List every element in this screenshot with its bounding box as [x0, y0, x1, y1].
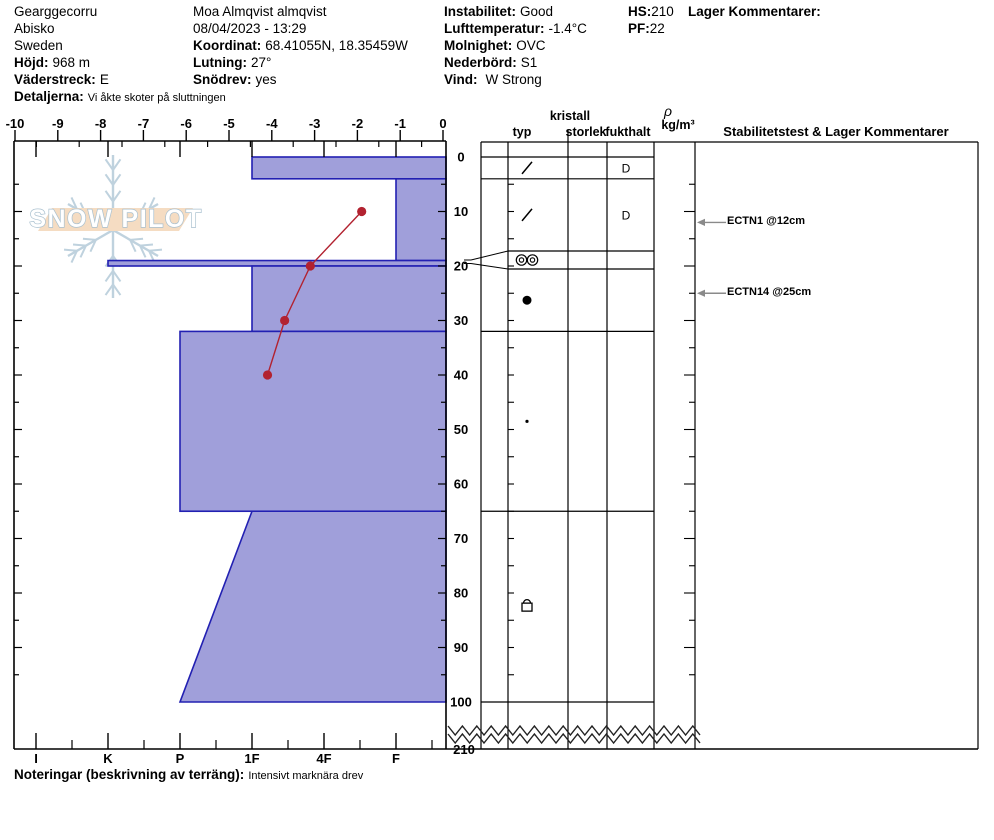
notes-value: Intensivt marknära drev [248, 770, 364, 782]
airtemp-row [444, 21, 587, 36]
hs-value: 210 [651, 4, 674, 19]
snowflake-icon [83, 239, 96, 240]
stability-test-label: ECTN14 @25cm [727, 286, 812, 298]
snowflake-icon [140, 244, 153, 245]
col-header-kristall: kristall [549, 109, 591, 123]
temperature-point [280, 316, 289, 325]
snowflake-icon [73, 244, 86, 245]
depth-tick-label: 50 [453, 422, 469, 437]
col-header-fukthalt: fukthalt [605, 125, 651, 139]
hs-row [628, 4, 674, 19]
temp-tick-label: -3 [308, 116, 321, 131]
temp-tick-label: -8 [94, 116, 107, 131]
details-row [14, 89, 226, 106]
depth-tick-label: 30 [453, 313, 469, 328]
grain-symbol-slash [522, 209, 532, 221]
details-label: Detaljerna: [14, 89, 84, 104]
sky-label: Molnighet: [444, 38, 513, 53]
temperature-point [357, 207, 366, 216]
details-value: Vi åkte skoter på sluttningen [87, 92, 226, 104]
col-header-rho-unit: kg/m³ [661, 118, 695, 132]
depth-break-zigzag [448, 734, 700, 743]
precip-value: S1 [520, 55, 538, 70]
elevation-value: 968 m [52, 55, 91, 70]
depth-tick-label: 90 [453, 640, 469, 655]
temp-tick-label: -4 [266, 116, 278, 131]
hardness-tick-label: I [34, 751, 38, 766]
moisture-value: D [621, 208, 631, 223]
grain-symbol-double-circle [527, 255, 537, 265]
slope-row [193, 55, 271, 70]
snowflake-icon [113, 230, 158, 256]
depth-tick-label: 40 [453, 367, 469, 383]
airtemp-label: Lufttemperatur: [444, 21, 545, 36]
col-header-rho: ρ [663, 103, 673, 119]
drift-label: Snödrev: [193, 72, 252, 87]
pf-row [628, 21, 665, 36]
moisture-value: D [621, 161, 631, 176]
coordinates-label: Koordinat: [193, 38, 262, 53]
thin-layer-flare [471, 264, 508, 270]
region-name: Abisko [14, 21, 55, 36]
drift-row [193, 72, 277, 87]
coordinates-row [193, 38, 408, 53]
pf-label: PF: [628, 21, 650, 36]
thin-layer-flare [471, 251, 508, 260]
hardness-tick-label: P [175, 751, 185, 766]
temp-tick-label: -9 [52, 116, 64, 131]
temp-tick-label: 0 [439, 116, 447, 131]
sky-row [444, 38, 546, 53]
aspect-label: Väderstreck: [14, 72, 96, 87]
precip-label: Nederbörd: [444, 55, 517, 70]
notes-label: Noteringar (beskrivning av terräng): [14, 767, 245, 782]
temp-tick-label: -6 [180, 116, 192, 131]
grain-symbol-rounded-square [522, 603, 532, 611]
temp-tick-label: -5 [223, 116, 235, 131]
grain-symbol-filled-circle [523, 296, 532, 305]
stability-arrow-head [697, 219, 705, 226]
col-header-storlek: storlek [565, 125, 607, 139]
aspect-value: E [99, 72, 109, 87]
wind-row [444, 72, 542, 87]
col-header-stability: Stabilitetstest & Lager Kommentarer [723, 124, 949, 139]
wind-label: Vind: [444, 72, 478, 87]
temperature-point [263, 370, 272, 379]
depth-tick-label: 60 [453, 476, 469, 492]
col-header-typ: typ [512, 125, 532, 139]
hardness-tick-label: K [103, 751, 113, 766]
temp-tick-label: -10 [5, 116, 25, 131]
depth-break-zigzag [448, 726, 700, 735]
depth-tick-label: 80 [453, 585, 469, 601]
depth-tick-label: 10 [453, 204, 469, 219]
hardness-tick-label: 1F [244, 751, 260, 766]
hardness-tick-label: F [392, 751, 400, 766]
snowflake-icon [64, 250, 77, 251]
sky-value: OVC [516, 38, 546, 53]
coordinates-value: 68.41055N, 18.35459W [265, 38, 408, 53]
airtemp-value: -1.4°C [548, 21, 587, 36]
elevation-row [14, 55, 90, 70]
temperature-point [306, 261, 315, 270]
grain-symbol-double-circle [516, 255, 526, 265]
elevation-label: Höjd: [14, 55, 49, 70]
instability-label: Instabilitet: [444, 4, 517, 19]
layer-comments-header [688, 4, 821, 19]
pf-value: 22 [649, 21, 665, 36]
drift-value: yes [255, 72, 277, 87]
instability-value: Good [520, 4, 554, 19]
depth-tick-label: 70 [453, 531, 469, 546]
snowflake-icon [130, 239, 143, 240]
grain-symbol-slash [522, 162, 532, 174]
snow-layer-bar [180, 331, 446, 511]
layer-comments-label: Lager Kommentarer: [688, 4, 821, 19]
hardness-tick-label: 4F [316, 751, 332, 766]
snow-layer-bar [252, 157, 446, 179]
notes-row [14, 767, 363, 784]
snow-layer-bar [108, 261, 446, 266]
snowflake-icon [68, 230, 113, 256]
grain-symbol-small-dot [525, 420, 528, 423]
country-name: Sweden [14, 38, 63, 53]
grain-symbol-double-circle [519, 258, 523, 262]
wind-value: W Strong [485, 72, 542, 87]
snowflake-icon [149, 250, 162, 251]
grain-symbol-double-circle [530, 258, 534, 262]
aspect-row [14, 72, 109, 87]
slope-value: 27° [250, 55, 272, 70]
temp-tick-label: -7 [137, 116, 150, 131]
slope-label: Lutning: [193, 55, 247, 70]
depth-tick-label: 0 [457, 149, 465, 165]
stability-test-label: ECTN1 @12cm [727, 215, 805, 227]
depth-tick-label: 100 [450, 694, 472, 710]
temp-tick-label: -2 [351, 116, 364, 131]
temp-tick-label: -1 [394, 116, 406, 131]
snow-layer-bar [396, 179, 446, 261]
logo-text: SNOW PILOT [29, 205, 203, 233]
observer-name: Moa Almqvist almqvist [193, 4, 327, 19]
stability-arrow-head [697, 290, 705, 297]
total-depth-label: 210 [453, 742, 475, 757]
precip-row [444, 55, 537, 70]
instability-row [444, 4, 553, 19]
snow-layer-bar [180, 511, 446, 702]
depth-tick-label: 20 [453, 258, 469, 274]
hs-label: HS: [628, 4, 652, 19]
site-name: Gearggecorru [14, 4, 98, 19]
observation-datetime: 08/04/2023 - 13:29 [193, 21, 307, 36]
